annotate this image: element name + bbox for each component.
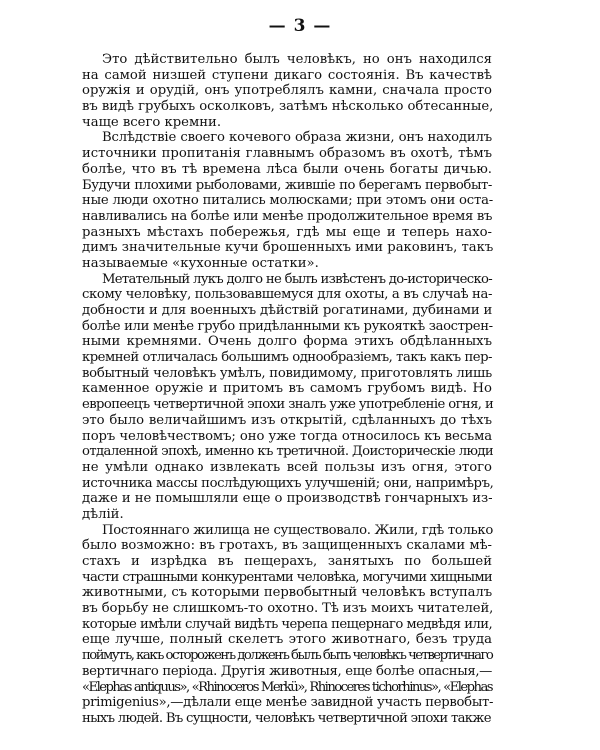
text-line: ные люди охотно питались молюсками; при этомъ они оста-	[82, 193, 493, 209]
paragraph-2	[82, 130, 492, 271]
text-line: каменное оружіе и притомъ въ самомъ грубомъ видѣ. Но	[82, 381, 492, 397]
text-line: болѣе или менѣе грубо придѣланными къ рукояткѣ заострен-	[82, 318, 493, 334]
text-line: димъ значительные кучи брошенныхъ ими раковинъ, такъ	[82, 240, 494, 256]
text-line: «Elephas antiquus», «Rhinoceros Merkü», Rhinoceres tichorhinus», «Elephas	[82, 679, 492, 695]
text-line: въ борьбу не слишкомъ-то охотно. Тѣ изъ моихъ читателей,	[82, 601, 494, 617]
text-line: источника массы послѣдующихъ улучшеній; они, напримѣръ,	[82, 475, 494, 491]
text-line: на самой низшей ступени дикаго состоянія. Въ качествѣ	[82, 67, 492, 83]
text-line: было возможно: въ гротахъ, въ защищенныхъ скалами мѣ-	[82, 538, 492, 554]
text-line: поръ человѣчествомъ; оно уже тогда относилось къ весьма	[82, 428, 492, 444]
text-line: Метательный лукъ долго не былъ извѣстенъ до-историческо-	[102, 271, 492, 287]
text-line: скому человѣку, пользовавшемуся для охоты, а въ случаѣ на-	[82, 287, 493, 303]
text-line: навливались на болѣе или менѣе продолжительное время въ	[82, 208, 493, 224]
text-line: оружія и орудій, онъ употреблялъ камни, сначала просто	[82, 83, 492, 99]
text-line: даже и не помышляли еще о производствѣ гончарныхъ из-	[82, 491, 493, 507]
text-line: дѣлій.	[82, 506, 124, 522]
text-line: primigenius»,—дѣлали еще менѣе завидной участь первобыт-	[82, 695, 494, 711]
text-line: вобытный человѣкъ умѣлъ, повидимому, приготовлять лишь	[82, 365, 492, 381]
text-line: отдаленной эпохѣ, именно къ третичной. Доисторическіе люди	[82, 444, 494, 460]
text-line: ными кремнями. Очень долго форма этихъ обдѣланныхъ	[82, 334, 492, 350]
text-line: кремней отличалась большимъ однообразіемъ, такъ какъ пер-	[82, 350, 492, 366]
text-line: Это дѣйствительно былъ человѣкъ, но онъ находился	[102, 52, 492, 67]
text-line: источники пропитанія главнымъ образомъ въ охотѣ, тѣмъ	[82, 146, 492, 162]
text-line: поймутъ, какъ остороженъ долженъ былъ быть человѣкъ четвертичнаго	[82, 648, 493, 664]
text-line: ныхъ людей. Въ сущности, человѣкъ четвертичной эпохи также	[82, 710, 491, 726]
text-line: еще лучше, полный скелетъ этого животнаго, безъ труда	[82, 632, 492, 648]
text-line: называемые «кухонные остатки».	[82, 255, 319, 271]
text-line: чаще всего кремни.	[82, 114, 222, 130]
text-line: стахъ и изрѣдка въ пещерахъ, занятыхъ по большей	[82, 554, 492, 569]
text-line: части страшными конкурентами человѣка, могучими хищными	[82, 569, 492, 585]
text-line: разныхъ мѣстахъ побережья, гдѣ мы еще и теперь нахо-	[82, 224, 492, 240]
paragraph-4	[82, 523, 492, 727]
text-line: это было величайшимъ изъ открытій, сдѣланныхъ до тѣхъ	[82, 412, 492, 428]
paragraph-1	[82, 52, 492, 130]
text-line: болѣе, что въ тѣ времена лѣса были очень богаты дичью.	[82, 161, 492, 177]
text-line: животными, съ которыми первобытный человѣкъ вступалъ	[82, 585, 492, 601]
text-line: Будучи плохими рыболовами, жившіе по берегамъ первобыт-	[82, 177, 492, 193]
text-line: Вслѣдствіе своего кочевого образа жизни, онъ находилъ	[102, 130, 492, 146]
text-line: Постояннаго жилища не существовало. Жили, гдѣ только	[102, 522, 493, 538]
page-number: — 3 —	[268, 16, 332, 36]
text-line: не умѣли однако извлекать всей пользы изъ огня, этого	[82, 459, 492, 475]
text-line: вертичнаго періода. Другія животныя, еще болѣе опасныя,—	[82, 663, 492, 679]
text-body	[82, 52, 492, 727]
text-line: европеецъ четвертичной эпохи зналъ уже употребленіе огня, и	[82, 397, 494, 413]
text-line: въ видѣ грубыхъ осколковъ, затѣмъ нѣсколько обтесанные,	[82, 99, 494, 115]
paragraph-3	[82, 272, 492, 523]
text-line: добности и для военныхъ дѣйствій рогатинами, дубинами и	[82, 303, 493, 318]
text-line: которые имѣли случай видѣть черепа пещернаго медвѣдя или,	[82, 616, 493, 632]
